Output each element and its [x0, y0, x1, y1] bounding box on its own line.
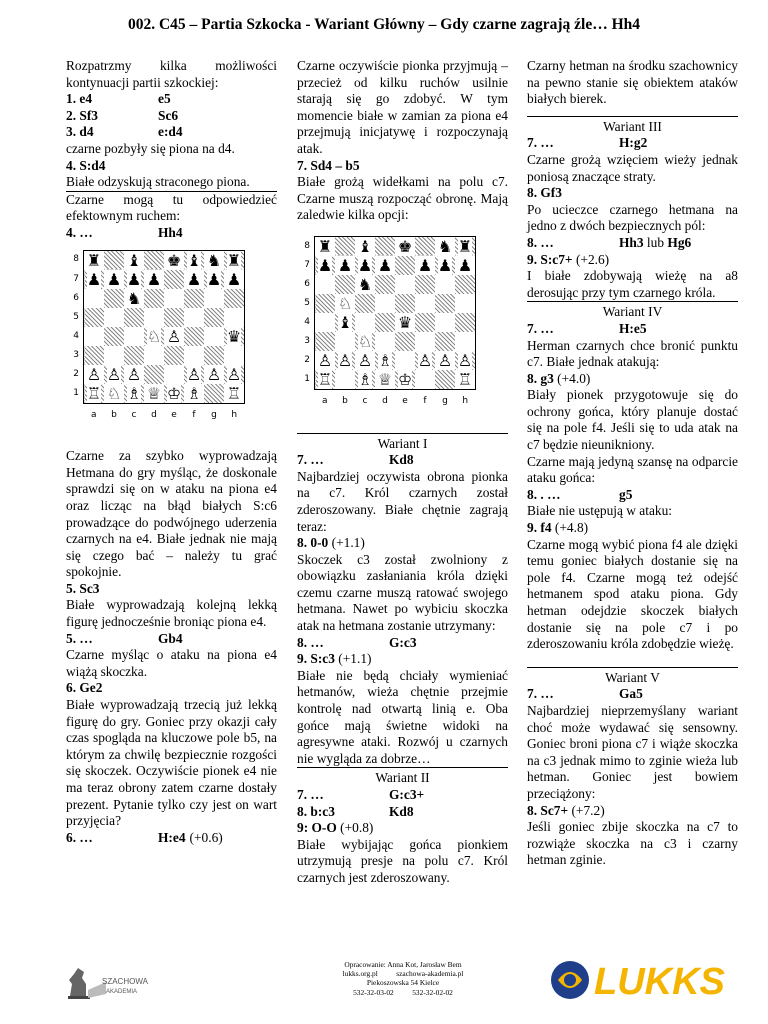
chess-piece-icon: ♞: [126, 288, 142, 308]
board-square-e3: [395, 332, 415, 351]
footer-credits: [338, 960, 468, 997]
column-3: [527, 58, 738, 869]
board-square-d6: [375, 275, 395, 294]
paragraph: Czarne oczywiście pionka przyjmują – przecież od kilku ruchów usilnie starają się go zdobyć. W tym momencie białe w zamian za piona e4 przejmują inicjatywę i rozpoczynają atak.: [297, 58, 508, 156]
board-square-c5: [124, 308, 144, 327]
board-square-h5: [455, 294, 476, 313]
file-label: c: [362, 395, 368, 406]
rank-label: 2: [304, 355, 310, 366]
board-square-b2: [104, 365, 124, 384]
board-square-d7: [375, 256, 395, 275]
board-square-f6: [184, 289, 204, 308]
chess-piece-icon: ♙: [106, 364, 122, 384]
move-line: 9: O-O (+0.8): [297, 820, 374, 836]
variant-heading: Wariant III: [527, 116, 738, 136]
board-square-e5: [164, 308, 184, 327]
board-square-g5: [204, 308, 224, 327]
board-frame: [66, 250, 245, 425]
board-square-a3: [84, 346, 105, 365]
footer-line: Opracowanie: Anna Kot, Jarosław Bem: [344, 960, 462, 969]
board-square-e6: [164, 289, 184, 308]
board-frame: [297, 236, 476, 411]
board-square-d5: [144, 308, 164, 327]
board-square-h2: [224, 365, 245, 384]
board-square-d2: [375, 351, 395, 370]
paragraph: Czarne mogą wybić piona f4 ale dzięki temu goniec białych dostanie się na pole f4. Czarne mogą też odejść hetmanem spod ataku piona. Gdy hetman odejdzie skoczek białych dostanie się na pole c7 i po zderoszowaniu króla zdobędzie wieżę.: [527, 536, 738, 652]
chess-piece-icon: ♝: [186, 250, 202, 270]
board-square-d3: [144, 346, 164, 365]
chess-diagram-2: [297, 236, 508, 411]
board-square-g6: [435, 275, 455, 294]
move-line: 7. … H:e5: [527, 320, 647, 336]
board-square-g4: [204, 327, 224, 346]
board-square-c5: [355, 294, 375, 313]
chess-piece-icon: ♟: [86, 269, 102, 289]
chess-piece-icon: ♘: [337, 293, 353, 313]
column-2: [297, 58, 508, 887]
chess-piece-icon: ♟: [226, 269, 242, 289]
file-label: a: [321, 395, 328, 406]
file-label: d: [382, 395, 388, 406]
board-square-a2: [315, 351, 336, 370]
chess-piece-icon: ♜: [226, 250, 242, 270]
board-square-b1: [104, 384, 124, 404]
board-square-e1: [395, 370, 415, 390]
board-square-g8: [435, 236, 455, 256]
chess-piece-icon: ♙: [226, 364, 242, 384]
file-label: h: [231, 409, 238, 420]
file-label: g: [442, 395, 448, 406]
paragraph: Białe wyprowadzają trzecią już lekką figurę do gry. Goniec przy okazji cały czas spogląda na kluczowe pole b5, na którym za chwilę bezpiecznie rozgości się skoczek. Oczywiście pionek e4 nie ma teraz obrony zatem czarne dostały prezent. Pytanie tylko czy jest on wart przyjęcia?: [66, 697, 277, 829]
szachowa-akademia-logo: [66, 962, 166, 1000]
rank-label: 7: [304, 260, 310, 271]
board-square-e2: [395, 351, 415, 370]
chess-piece-icon: ♞: [357, 274, 373, 294]
board-square-b6: [335, 275, 355, 294]
move-line: 7. … H:g2: [527, 135, 648, 151]
board-square-g6: [204, 289, 224, 308]
move-line: 8. Gf3: [527, 185, 562, 201]
board-square-b8: [335, 236, 355, 256]
footer-line: 532-32-03-02 532-32-02-02: [353, 987, 453, 997]
board-square-a4: [315, 313, 336, 332]
board-square-c2: [124, 365, 144, 384]
board-square-f2: [415, 351, 435, 370]
logo-icon: [66, 962, 166, 1000]
board-square-h8: [224, 250, 245, 270]
chess-diagram-1: [66, 250, 277, 425]
file-label: h: [462, 395, 469, 406]
chess-piece-icon: ♙: [457, 350, 473, 370]
board-square-c3: [355, 332, 375, 351]
move-line: 3. d4 e:d4: [66, 124, 183, 140]
board-square-a4: [84, 327, 105, 346]
chess-piece-icon: ♟: [457, 255, 473, 275]
variant-heading: Wariant IV: [527, 301, 738, 321]
chess-piece-icon: ♟: [146, 269, 162, 289]
chess-piece-icon: ♘: [106, 383, 122, 403]
board-square-a8: [84, 250, 105, 270]
rank-label: 6: [73, 292, 79, 303]
board-square-b3: [104, 346, 124, 365]
chess-piece-icon: ♙: [86, 364, 102, 384]
board-square-d3: [375, 332, 395, 351]
board-square-b6: [104, 289, 124, 308]
move-line: 2. Sf3 Sc6: [66, 107, 179, 123]
board-square-e5: [395, 294, 415, 313]
rank-label: 8: [73, 254, 79, 265]
paragraph: Czarny hetman na środku szachownicy na pewno stanie się obiektem ataków białych bierek.: [527, 58, 738, 107]
chess-piece-icon: ♟: [337, 255, 353, 275]
board-square-e3: [164, 346, 184, 365]
board-square-c7: [355, 256, 375, 275]
board-square-c4: [124, 327, 144, 346]
rank-label: 3: [304, 336, 310, 347]
board-square-a1: [315, 370, 336, 390]
chess-piece-icon: ♗: [186, 383, 202, 403]
board-square-f8: [184, 250, 204, 270]
board-square-d8: [375, 236, 395, 256]
board-square-c8: [124, 250, 144, 270]
board-square-c3: [124, 346, 144, 365]
paragraph: Herman czarnych chce bronić punktu c7. Białe jednak atakują:: [527, 337, 738, 370]
chess-piece-icon: ♔: [166, 383, 182, 403]
paragraph: Rozpatrzmy kilka możliwości kontynuacji partii szkockiej:: [66, 58, 277, 90]
chess-piece-icon: ♔: [397, 369, 413, 389]
board-square-h6: [455, 275, 476, 294]
footer-line: lukks.org.pl szachowa-akademia.pl: [342, 969, 464, 979]
paragraph: Po ucieczce czarnego hetmana na jedno z dwóch bezpiecznych pól:: [527, 201, 738, 234]
chess-piece-icon: ♗: [126, 383, 142, 403]
chess-piece-icon: ♙: [317, 350, 333, 370]
move-line: 8. … Hh3 lub Hg6: [527, 234, 692, 250]
move-line: 6. … H:e4 (+0.6): [66, 829, 223, 845]
svg-text:AKADEMIA: AKADEMIA: [106, 989, 138, 995]
board-square-a5: [315, 294, 336, 313]
board-square-h4: [455, 313, 476, 332]
rank-label: 5: [304, 298, 310, 309]
chess-piece-icon: ♙: [126, 364, 142, 384]
board-square-f6: [415, 275, 435, 294]
board-square-f2: [184, 365, 204, 384]
rank-label: 7: [73, 273, 79, 284]
chess-piece-icon: ♗: [377, 350, 393, 370]
rank-label: 3: [73, 349, 79, 360]
move-line: 8. 0-0 (+1.1): [297, 535, 365, 551]
board-square-f7: [184, 270, 204, 289]
board-square-f4: [184, 327, 204, 346]
file-label: d: [151, 409, 157, 420]
board-square-g3: [435, 332, 455, 351]
paragraph: Białe wyprowadzają kolejną lekką figurę jednocześnie broniąc piona e4.: [66, 597, 277, 630]
board-square-d2: [144, 365, 164, 384]
chess-piece-icon: ♟: [126, 269, 142, 289]
paragraph: Białe wybijając gońca pionkiem utrzymują presje na polu c7. Król czarnych jest zderoszowany.: [297, 836, 508, 885]
board-square-a1: [84, 384, 105, 404]
paragraph: Czarne za szybko wyprowadzają Hetmana do gry myśląc, że doskonale sprawdzi się on w ataku na piona e4 oraz licząc na błąd białych S:c6 prowadzące do podwójnego uderzenia czarnych na e4. Białe jednak nie mają się czego bać – należy tu grać spokojnie.: [66, 448, 277, 580]
file-label: f: [192, 409, 196, 420]
chess-piece-icon: ♖: [226, 383, 242, 403]
chess-piece-icon: ♟: [317, 255, 333, 275]
board-square-a6: [315, 275, 336, 294]
chess-piece-icon: ♟: [437, 255, 453, 275]
file-label: e: [171, 409, 177, 420]
move-line: 9. f4 (+4.8): [527, 520, 589, 536]
move-line: 5. Sc3: [66, 580, 100, 596]
board-square-f3: [415, 332, 435, 351]
move-line: 4. … Hh4: [66, 224, 183, 240]
chess-piece-icon: ♟: [186, 269, 202, 289]
paragraph: Białe grożą widełkami na polu c7. Czarne muszą rozpocząć obronę. Mają zaledwie kilka opcji:: [297, 174, 508, 223]
board-square-h5: [224, 308, 245, 327]
chess-piece-icon: ♖: [86, 383, 102, 403]
board-square-c6: [355, 275, 375, 294]
chess-piece-icon: ♗: [357, 369, 373, 389]
chess-piece-icon: ♙: [357, 350, 373, 370]
board-square-h7: [224, 270, 245, 289]
paragraph: I białe zdobywają wieżę na a8 derosując przy tym czarnego króla.: [527, 268, 738, 300]
board-square-b7: [104, 270, 124, 289]
board-square-e2: [164, 365, 184, 384]
paragraph: Czarne myśląc o ataku na piona e4 wiążą skoczka.: [66, 647, 277, 679]
chess-piece-icon: ♛: [226, 326, 242, 346]
board-square-c4: [355, 313, 375, 332]
board-square-h1: [455, 370, 476, 390]
chess-piece-icon: ♙: [206, 364, 222, 384]
board-square-g1: [204, 384, 224, 404]
chess-piece-icon: ♙: [186, 364, 202, 384]
variant-heading: Wariant II: [297, 767, 508, 787]
board-square-a7: [315, 256, 336, 275]
chess-piece-icon: ♟: [206, 269, 222, 289]
board-square-c7: [124, 270, 144, 289]
board-square-e8: [395, 236, 415, 256]
board-square-d1: [144, 384, 164, 404]
board-square-c2: [355, 351, 375, 370]
chess-piece-icon: ♙: [337, 350, 353, 370]
rank-label: 4: [73, 330, 79, 341]
board-square-d7: [144, 270, 164, 289]
move-line: 1. e4 e5: [66, 91, 171, 107]
chess-piece-icon: ♖: [457, 369, 473, 389]
board-square-a7: [84, 270, 105, 289]
board-square-e4: [395, 313, 415, 332]
board-square-e1: [164, 384, 184, 404]
board-square-g7: [204, 270, 224, 289]
move-line: 8. g3 (+4.0): [527, 370, 591, 386]
board-square-b5: [335, 294, 355, 313]
paragraph: Białe nie ustępują w ataku:: [527, 503, 673, 519]
board-square-a8: [315, 236, 336, 256]
move-line: 8. … G:c3: [297, 634, 417, 650]
variant-heading: Wariant I: [297, 433, 508, 453]
move-line: 5. … Gb4: [66, 630, 183, 646]
chess-piece-icon: ♟: [377, 255, 393, 275]
board-square-b4: [104, 327, 124, 346]
file-label: g: [211, 409, 217, 420]
page-title: 002. C45 – Partia Szkocka - Wariant Główny – Gdy czarne zagrają źle… Hh4: [127, 16, 641, 33]
rank-label: 2: [73, 368, 79, 379]
board-square-g3: [204, 346, 224, 365]
board-square-h7: [455, 256, 476, 275]
board-square-a6: [84, 289, 105, 308]
board-square-c1: [355, 370, 375, 390]
chess-piece-icon: ♞: [437, 236, 453, 256]
move-line: 7. … Kd8: [297, 452, 414, 468]
chess-piece-icon: ♛: [397, 312, 413, 332]
chess-piece-icon: ♜: [457, 236, 473, 256]
board-square-c6: [124, 289, 144, 308]
board-square-b5: [104, 308, 124, 327]
chess-piece-icon: ♕: [377, 369, 393, 389]
paragraph: Skoczek c3 został zwolniony z obowiązku zasłaniania króla dzięki czemu czarne muszą ratować swojego hetmana. Nawet po wybiciu skoczka atak na hetmana zostanie utrzymany:: [297, 551, 508, 634]
svg-text:LUKKS: LUKKS: [594, 961, 725, 1003]
chess-piece-icon: ♜: [317, 236, 333, 256]
board-square-d1: [375, 370, 395, 390]
paragraph: Czarne mają jedyną szansę na odparcie ataku gońca:: [527, 453, 738, 486]
board-square-c1: [124, 384, 144, 404]
chess-piece-icon: ♚: [397, 236, 413, 256]
chess-piece-icon: ♟: [417, 255, 433, 275]
chess-piece-icon: ♟: [357, 255, 373, 275]
chess-piece-icon: ♖: [317, 369, 333, 389]
rank-label: 5: [73, 311, 79, 322]
board-square-f7: [415, 256, 435, 275]
rank-label: 4: [304, 317, 310, 328]
board-square-h8: [455, 236, 476, 256]
file-label: c: [131, 409, 137, 420]
chess-piece-icon: ♟: [106, 269, 122, 289]
board-square-g4: [435, 313, 455, 332]
board-square-g7: [435, 256, 455, 275]
board-square-b1: [335, 370, 355, 390]
board-square-e8: [164, 250, 184, 270]
paragraph: Biały pionek przygotowuje się do ochrony gońca, który planuje dostać się na pole f4. Jeśli się to uda atak na c7 będzie nieunikniony.: [527, 387, 738, 453]
board-square-d6: [144, 289, 164, 308]
file-label: e: [402, 395, 408, 406]
lukks-logo: [548, 956, 748, 1004]
rank-label: 8: [304, 240, 310, 251]
chess-piece-icon: ♘: [357, 331, 373, 351]
board-square-g2: [435, 351, 455, 370]
board-square-f1: [415, 370, 435, 390]
move-line: 8. . … g5: [527, 486, 633, 502]
board-square-g2: [204, 365, 224, 384]
move-line: 8. Sc7+ (+7.2): [527, 802, 605, 818]
board-square-b7: [335, 256, 355, 275]
paragraph: Najbardziej nieprzemyślany wariant choć może wydawać się sensowny. Goniec broni piona c7 i wiąże skoczka na c3 jednak mimo to zginie wieża lub hetman. Goniec jest bowiem przeciążony:: [527, 702, 738, 801]
lukks-logo-icon: [548, 956, 748, 1004]
paragraph: Najbardziej oczywista obrona pionka na c7. Król czarnych został zderoszowany. Białe chętnie zagrają teraz:: [297, 468, 508, 534]
file-label: b: [342, 395, 348, 406]
paragraph: Białe odzyskują straconego piona.: [66, 174, 277, 192]
file-label: f: [423, 395, 427, 406]
chess-piece-icon: ♝: [126, 250, 142, 270]
board-square-d4: [375, 313, 395, 332]
move-line: 4. S:d4: [66, 157, 106, 173]
board-square-e7: [395, 256, 415, 275]
chess-piece-icon: ♜: [86, 250, 102, 270]
board-square-a2: [84, 365, 105, 384]
board-square-e7: [164, 270, 184, 289]
board-square-h3: [455, 332, 476, 351]
move-line: 9. S:c3 (+1.1): [297, 651, 372, 667]
chess-piece-icon: ♚: [166, 250, 182, 270]
board-square-b3: [335, 332, 355, 351]
chess-piece-icon: ♘: [146, 326, 162, 346]
rank-label: 6: [304, 279, 310, 290]
footer-line: Piekoszowska 54 Kielce: [366, 978, 440, 988]
move-line: 7. … G:c3+: [297, 787, 425, 802]
board-square-g8: [204, 250, 224, 270]
board-square-f8: [415, 236, 435, 256]
paragraph: Czarne mogą tu odpowiedzieć efektownym ruchem:: [66, 191, 277, 224]
chess-piece-icon: ♕: [146, 383, 162, 403]
board-square-d8: [144, 250, 164, 270]
board-square-a3: [315, 332, 336, 351]
svg-text:SZACHOWA: SZACHOWA: [102, 977, 148, 986]
rank-label: 1: [304, 374, 310, 385]
chess-piece-icon: ♝: [357, 236, 373, 256]
board-square-e4: [164, 327, 184, 346]
chess-piece-icon: ♞: [206, 250, 222, 270]
chess-piece-icon: ♙: [437, 350, 453, 370]
board-square-b2: [335, 351, 355, 370]
file-label: b: [111, 409, 117, 420]
paragraph: Białe nie będą chciały wymieniać hetmanów, wieża chętnie przejmie kontrolę nad otwartą linią e. Oba gońce mają świetne widoki na agresywne ataki. Rozwój u czarnych nie wygląda za dobrze…: [297, 667, 508, 766]
board-square-c8: [355, 236, 375, 256]
board-square-d4: [144, 327, 164, 346]
rank-label: 1: [73, 387, 79, 398]
board-square-h1: [224, 384, 245, 404]
move-line: 7. … Ga5: [527, 686, 643, 702]
chess-piece-icon: ♙: [166, 326, 182, 346]
board-square-a5: [84, 308, 105, 327]
board-square-f5: [415, 294, 435, 313]
variant-heading: Wariant V: [527, 667, 738, 687]
board-square-f5: [184, 308, 204, 327]
move-line: 6. Ge2: [66, 680, 103, 696]
paragraph: czarne pozbyły się piona na d4.: [66, 140, 235, 156]
board-square-h2: [455, 351, 476, 370]
chess-piece-icon: ♝: [337, 312, 353, 332]
paragraph: Czarne grożą wzięciem wieży jednak poniosą znaczące straty.: [527, 151, 738, 184]
column-1: [66, 58, 277, 846]
board-square-h4: [224, 327, 245, 346]
chess-piece-icon: ♙: [417, 350, 433, 370]
board-square-g1: [435, 370, 455, 390]
board-square-d5: [375, 294, 395, 313]
paragraph: Jeśli goniec zbije skoczka na c7 to rozwiąże skoczka na c3 i czarny hetman zginie.: [527, 819, 738, 868]
board-square-e6: [395, 275, 415, 294]
move-line: 8. b:c3 Kd8: [297, 803, 414, 819]
file-label: a: [90, 409, 97, 420]
board-square-f1: [184, 384, 204, 404]
board-square-b8: [104, 250, 124, 270]
board-square-b4: [335, 313, 355, 332]
board-square-g5: [435, 294, 455, 313]
move-line: 7. Sd4 – b5: [297, 157, 360, 173]
move-line: 9. S:c7+ (+2.6): [527, 251, 610, 267]
board-square-f4: [415, 313, 435, 332]
board-square-f3: [184, 346, 204, 365]
board-square-h3: [224, 346, 245, 365]
board-square-h6: [224, 289, 245, 308]
